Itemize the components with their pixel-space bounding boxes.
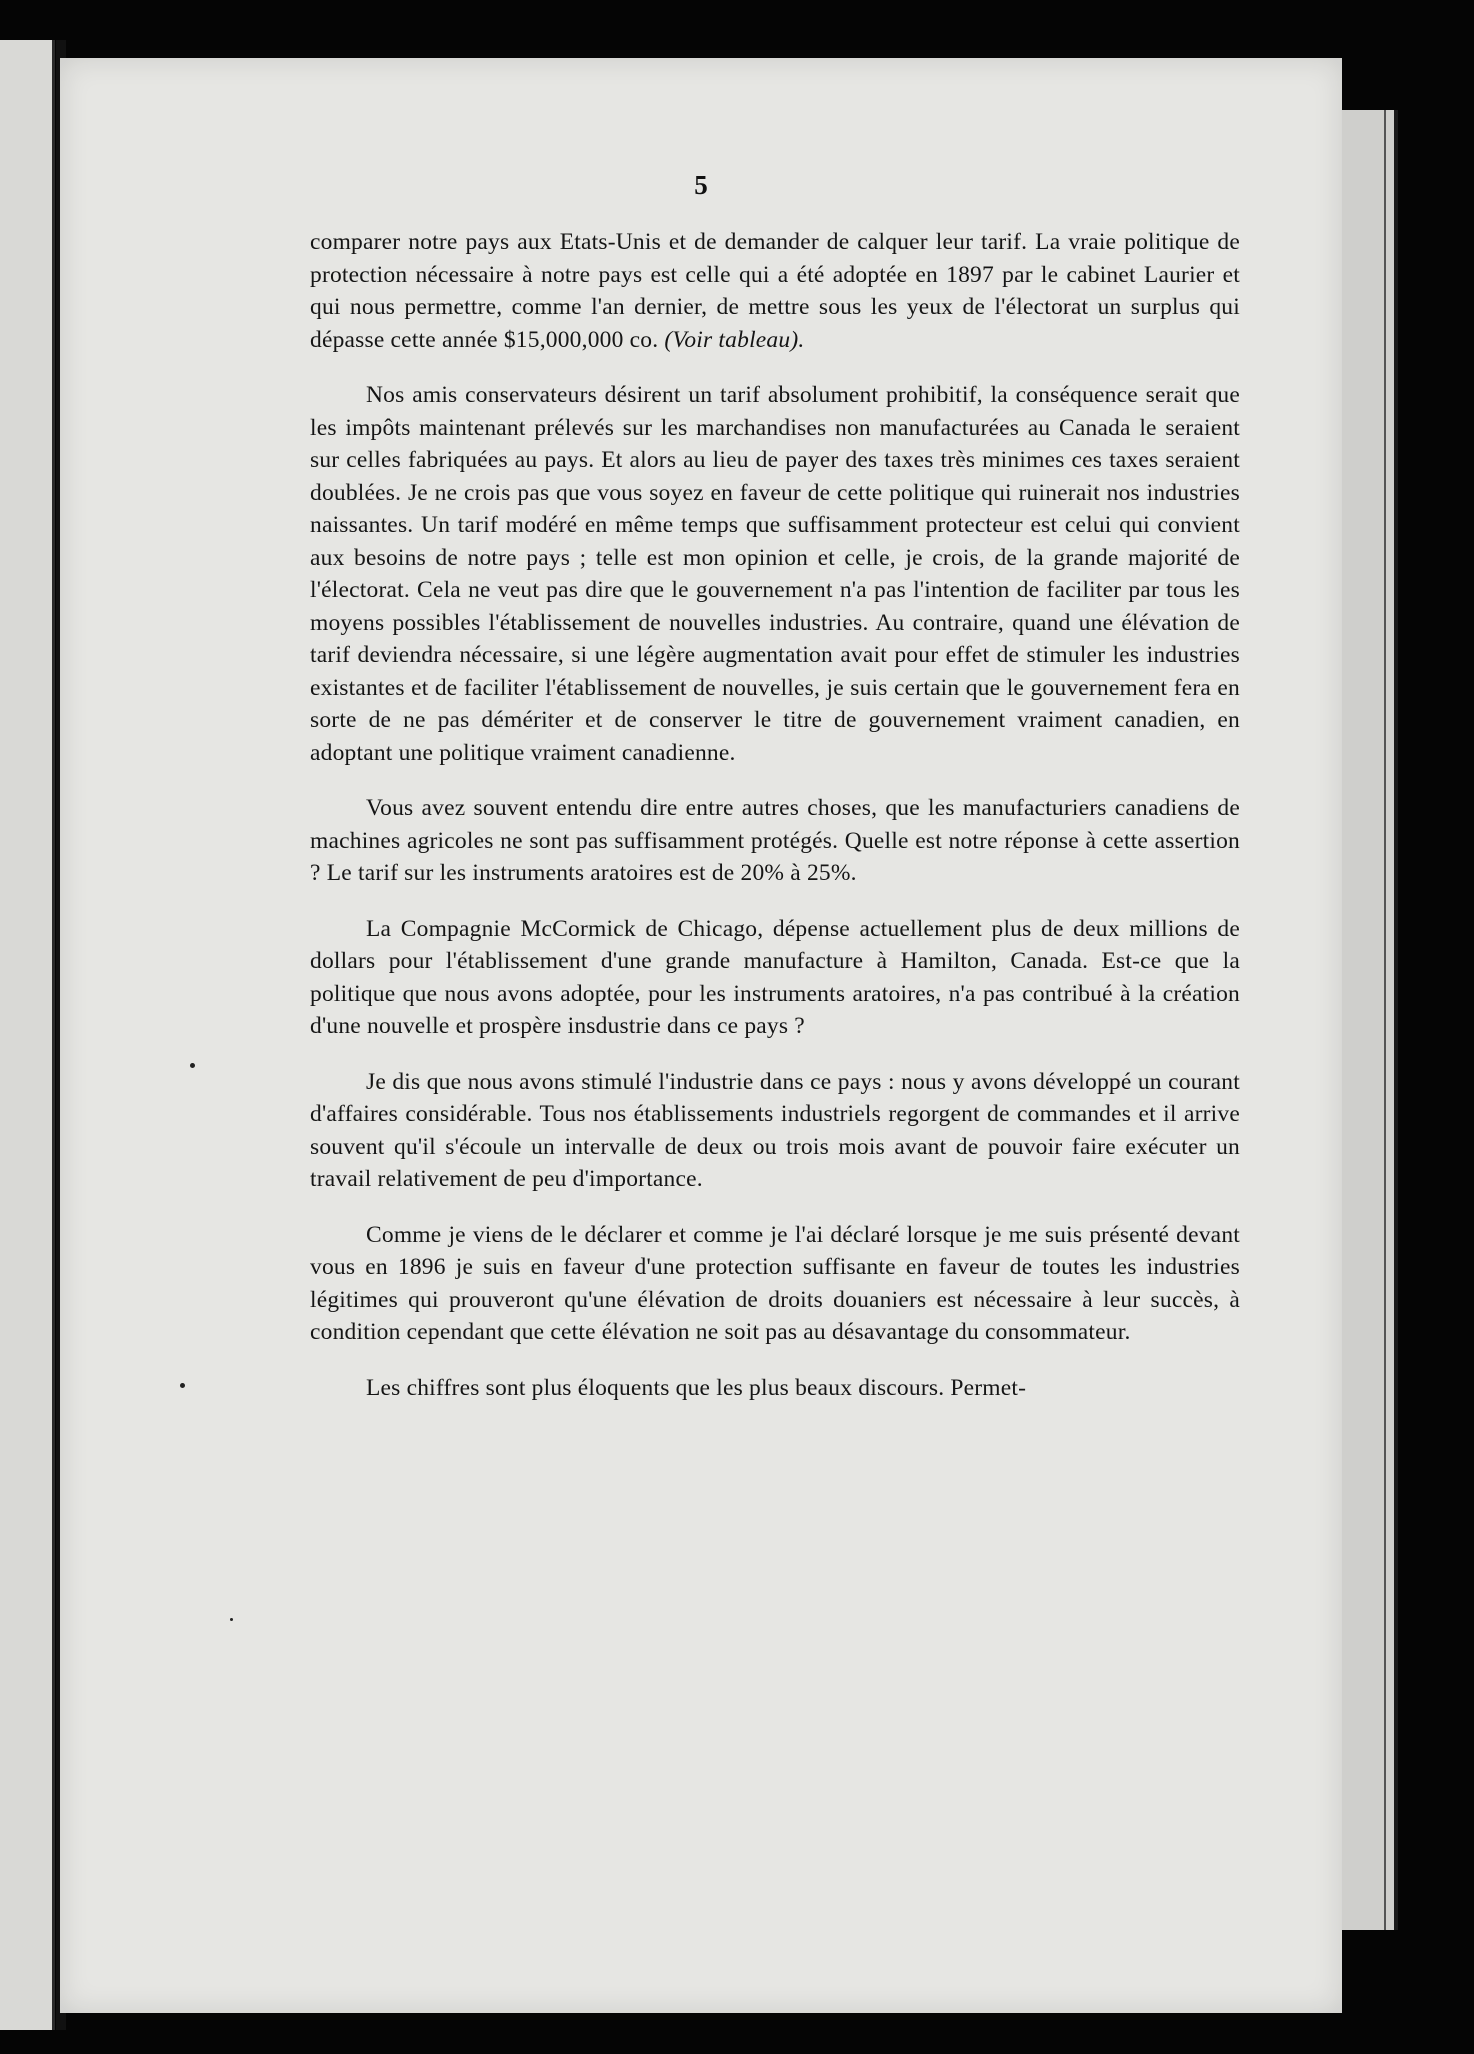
document-page bbox=[60, 58, 1342, 2013]
page-number: 5 bbox=[694, 170, 708, 200]
paragraph-6: Comme je viens de le déclarer et comme je l'ai déclaré lorsque je me suis présenté devant vous en 1896 je suis en faveur d'une protection suffisante en faveur de toutes les industries légitimes qui prouveront qu'une élévation de droits douaniers est nécessaire à leur succès, à condition cependant que cette élévation ne soit pas au désavantage du consommateur. bbox=[310, 1221, 1240, 1345]
scan-speck bbox=[190, 1063, 195, 1068]
paragraph-7: Les chiffres sont plus éloquents que les plus beaux discours. Permet- bbox=[366, 1374, 1027, 1401]
voir-tableau: (Voir tableau). bbox=[664, 326, 805, 353]
paragraph-1-text: comparer notre pays aux Etats-Unis et de demander de calquer leur tarif. La vraie politique de protection nécessaire à notre pays est celle qui a été adoptée en 1897 par le cabinet Laurier et qui nous permettre, comme l'an dernier, de mettre sous les yeux de l'électorat un surplus qui dépasse cette année $15,000,000 co. bbox=[310, 229, 1240, 353]
paragraph-3: Vous avez souvent entendu dire entre autres choses, que les manufacturiers canadiens de machines agricoles ne sont pas suffisamment protégés. Quelle est notre réponse à cette assertion ? Le tarif sur les instruments aratoires est de 20% à 25%. bbox=[310, 795, 1240, 886]
scan-speck bbox=[180, 1383, 185, 1388]
paragraph-5: Je dis que nous avons stimulé l'industrie dans ce pays : nous y avons développé un courant d'affaires considérable. Tous nos établissements industriels regorgent de commandes et il arrive souvent qu'il s'écoule un intervalle de deux ou trois mois avant de pouvoir faire exécuter un travail relativement de peu d'importance. bbox=[310, 1068, 1240, 1192]
body-text bbox=[310, 226, 1240, 1427]
left-page-edge bbox=[0, 40, 55, 2030]
paragraph-2: Nos amis conservateurs désirent un tarif absolument prohibitif, la conséquence serait que les impôts maintenant prélevés sur les marchandises non manufacturées au Canada le seraient sur celles fabriquées au pays. Et alors au lieu de payer des taxes très minimes ces taxes seraient doublées. Je ne crois pas que vous soyez en faveur de cette politique qui ruinerait nos industries naissantes. Un tarif modéré en même temps que suffisamment protecteur est celui qui convient aux besoins de notre pays ; telle est mon opinion et celle, je crois, de la grande majorité de l'électorat. Cela ne veut pas dire que le gouvernement n'a pas l'intention de faciliter par tous les moyens possibles l'établissement de nouvelles industries. Au contraire, quand une élévation de tarif deviendra nécessaire, si une légère augmentation avait pour effet de stimuler les industries existantes et de faciliter l'établissement de nouvelles, je suis certain que le gouvernement fera en sorte de ne pas démériter et de conserver le titre de gouvernement vraiment canadien, en adoptant une politique vraiment canadienne. bbox=[310, 382, 1240, 766]
paragraph-4: La Compagnie McCormick de Chicago, dépense actuellement plus de deux millions de dollars pour l'établissement d'une grande manufacture à Hamilton, Canada. Est-ce que la politique que nous avons adoptée, pour les instruments aratoires, n'a pas contribué à la création d'une nouvelle et prospère insdustrie dans ce pays ? bbox=[310, 915, 1240, 1039]
paragraph-1 bbox=[310, 226, 1240, 356]
right-page-stack bbox=[1340, 110, 1398, 1930]
scan-speck bbox=[230, 1618, 233, 1621]
